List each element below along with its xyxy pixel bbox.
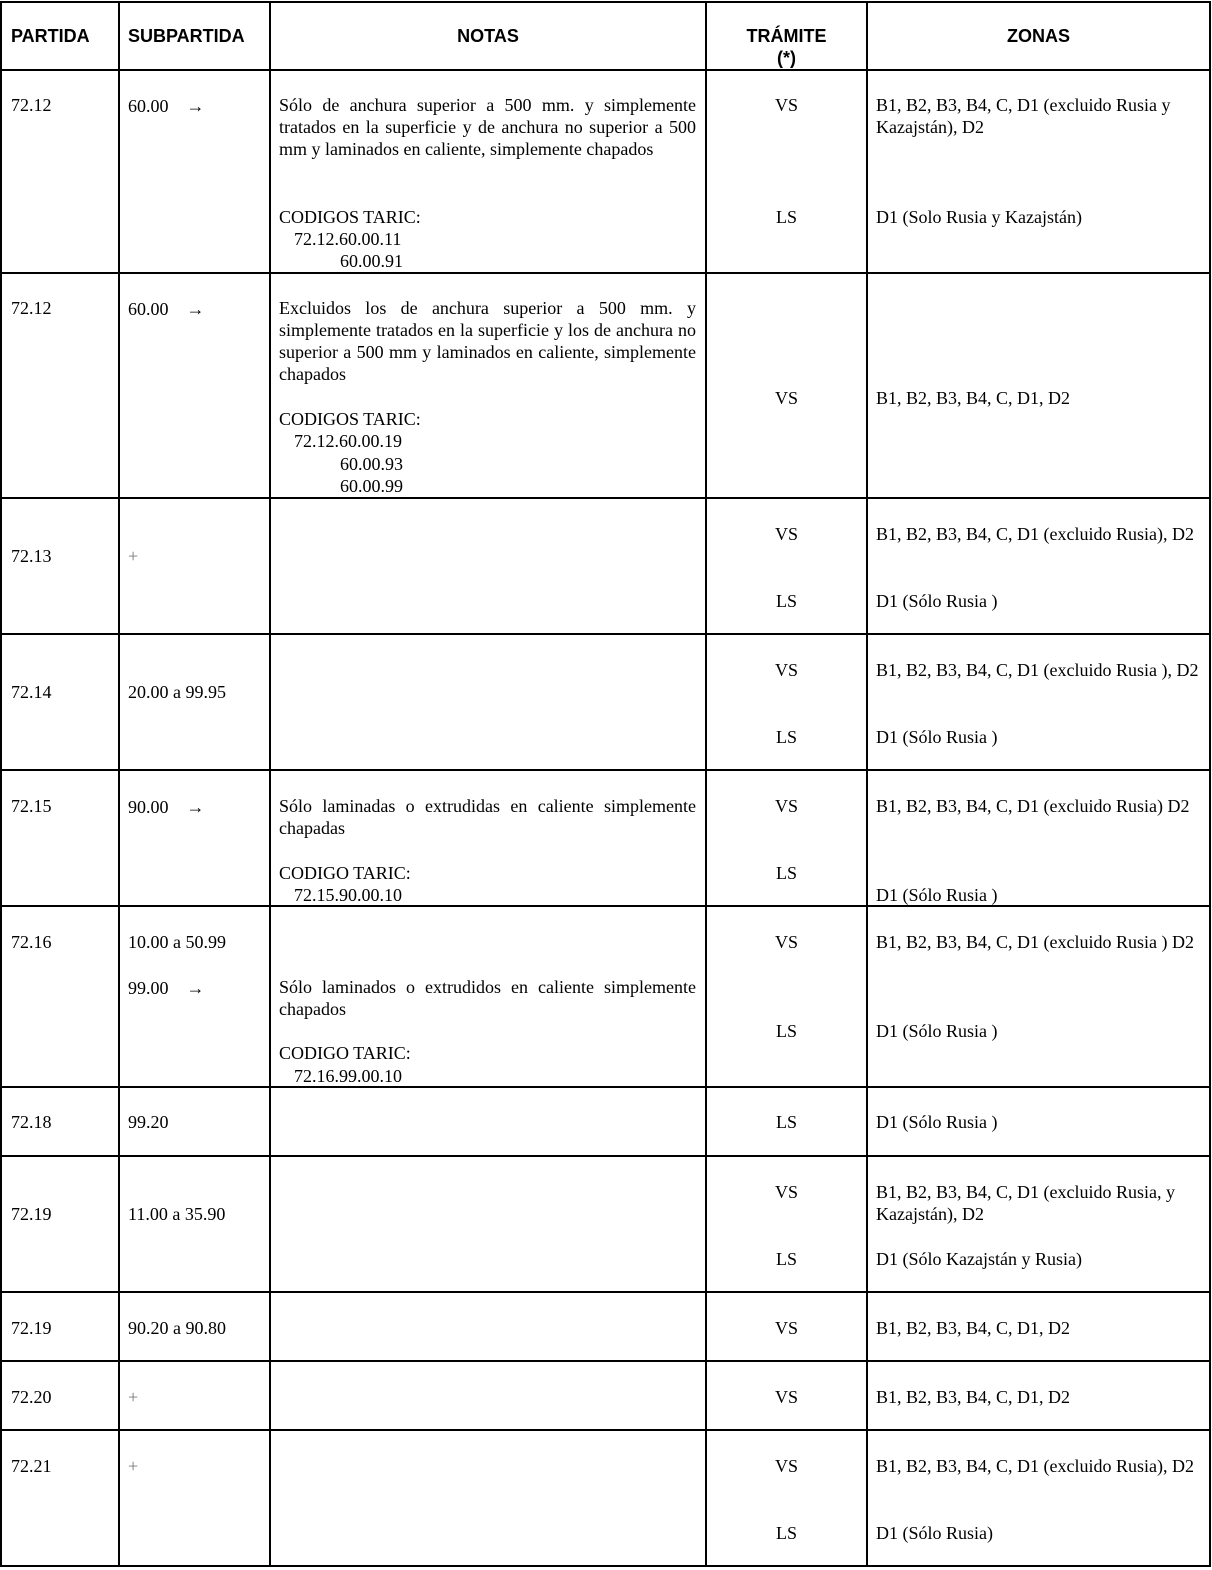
zona-cell: D1 (Sólo Rusia ) bbox=[876, 591, 998, 611]
zona-cell: D1 (Solo Rusia y Kazajstán) bbox=[876, 207, 1082, 227]
zona-cell: B1, B2, B3, B4, C, D1, D2 bbox=[876, 1318, 1071, 1338]
header-notas: NOTAS bbox=[457, 26, 519, 46]
subpartida-cell: 90.00 → bbox=[128, 797, 205, 817]
taric-label: CODIGO TARIC: bbox=[279, 863, 411, 883]
nota-text: Sólo laminados o extrudidos en caliente simplemente chapados bbox=[279, 977, 696, 1019]
arrow-right-icon: → bbox=[186, 797, 205, 817]
tramite-cell: VS bbox=[774, 1456, 798, 1476]
header-zonas: ZONAS bbox=[1007, 26, 1070, 46]
taric-label: CODIGOS TARIC: bbox=[279, 207, 421, 227]
taric-code: 72.12.60.00.19 bbox=[294, 431, 402, 451]
arrow-right-icon: → bbox=[186, 96, 205, 116]
partida-cell: 72.13 bbox=[11, 546, 52, 566]
subpartida-cell: 99.20 bbox=[128, 1112, 169, 1132]
taric-code: 60.00.99 bbox=[340, 476, 403, 496]
zona-cell: D1 (Sólo Rusia) bbox=[876, 1523, 993, 1543]
subpartida-cell: 20.00 a 99.95 bbox=[128, 682, 226, 702]
tramite-cell: LS bbox=[775, 863, 797, 883]
partida-cell: 72.20 bbox=[11, 1387, 52, 1407]
zona-cell: D1 (Sólo Rusia ) bbox=[876, 1112, 998, 1132]
taric-code: 60.00.93 bbox=[340, 454, 403, 474]
partida-cell: 72.12 bbox=[11, 298, 52, 318]
tramite-cell: VS bbox=[774, 1387, 798, 1407]
tramite-cell: VS bbox=[774, 932, 798, 952]
tramite-cell: LS bbox=[775, 591, 797, 611]
tramite-cell: LS bbox=[775, 1021, 797, 1041]
nota-text: Excluidos los de anchura superior a 500 mm. y simplemente tratados en la superficie y los de anchura no superior a 500 mm y laminados en caliente, simplemente chapados bbox=[279, 298, 696, 384]
partida-cell: 72.21 bbox=[11, 1456, 52, 1476]
zona-cell: B1, B2, B3, B4, C, D1 (excluido Rusia), D2 bbox=[876, 1456, 1194, 1476]
zona-cell: B1, B2, B3, B4, C, D1 (excluido Rusia, y Kazajstán), D2 bbox=[876, 1182, 1176, 1224]
header-tramite-note: (*) bbox=[777, 48, 796, 68]
subpartida-cell: + bbox=[128, 1456, 139, 1476]
partida-cell: 72.14 bbox=[11, 682, 52, 702]
zona-cell: D1 (Sólo Rusia ) bbox=[876, 885, 998, 905]
subpartida-cell: 11.00 a 35.90 bbox=[128, 1204, 226, 1224]
tramite-cell: LS bbox=[775, 1112, 797, 1132]
tramite-cell: LS bbox=[775, 1249, 797, 1269]
taric-code: 72.12.60.00.11 bbox=[294, 229, 402, 249]
zona-cell: B1, B2, B3, B4, C, D1 (excluido Rusia), D2 bbox=[876, 524, 1194, 544]
subpartida-cell: 10.00 a 50.99 bbox=[128, 932, 226, 952]
subpartida-cell: + bbox=[128, 546, 139, 566]
taric-code: 72.16.99.00.10 bbox=[294, 1066, 402, 1086]
zona-cell: D1 (Sólo Rusia ) bbox=[876, 727, 998, 747]
tramite-cell: LS bbox=[775, 1523, 797, 1543]
zona-cell: B1, B2, B3, B4, C, D1, D2 bbox=[876, 1387, 1071, 1407]
nota-text: Sólo de anchura superior a 500 mm. y simplemente tratados en la superficie y de anchura no superior a 500 mm y laminados en caliente, simplemente chapados bbox=[279, 95, 696, 159]
tramite-cell: VS bbox=[774, 95, 798, 115]
partida-cell: 72.16 bbox=[11, 932, 52, 952]
partida-cell: 72.18 bbox=[11, 1112, 52, 1132]
tramite-cell: LS bbox=[775, 727, 797, 747]
subpartida-cell: 60.00 → bbox=[128, 96, 205, 116]
zona-cell: B1, B2, B3, B4, C, D1 (excluido Rusia y Kazajstán), D2 bbox=[876, 95, 1171, 137]
zona-cell: B1, B2, B3, B4, C, D1 (excluido Rusia ) D2 bbox=[876, 932, 1194, 952]
partida-cell: 72.15 bbox=[11, 796, 52, 816]
taric-code: 72.15.90.00.10 bbox=[294, 885, 402, 905]
arrow-right-icon: → bbox=[186, 299, 205, 319]
nota-text: Sólo laminadas o extrudidas en caliente simplemente chapadas bbox=[279, 796, 696, 838]
zona-cell: B1, B2, B3, B4, C, D1 (excluido Rusia ), D2 bbox=[876, 660, 1199, 680]
tramite-cell: VS bbox=[774, 388, 798, 408]
zona-cell: D1 (Sólo Rusia ) bbox=[876, 1021, 998, 1041]
zona-cell: B1, B2, B3, B4, C, D1 (excluido Rusia) D2 bbox=[876, 796, 1190, 816]
tramite-cell: VS bbox=[774, 1182, 798, 1202]
partida-cell: 72.19 bbox=[11, 1318, 52, 1338]
taric-label: CODIGOS TARIC: bbox=[279, 409, 421, 429]
tramite-cell: VS bbox=[774, 524, 798, 544]
partida-cell: 72.19 bbox=[11, 1204, 52, 1224]
tramite-cell: LS bbox=[775, 207, 797, 227]
partida-cell: 72.12 bbox=[11, 95, 52, 115]
tramite-cell: VS bbox=[774, 1318, 798, 1338]
tramite-cell: VS bbox=[774, 796, 798, 816]
arrow-right-icon: → bbox=[186, 978, 205, 998]
tramite-cell: VS bbox=[774, 660, 798, 680]
taric-code: 60.00.91 bbox=[340, 251, 403, 271]
zona-cell: D1 (Sólo Kazajstán y Rusia) bbox=[876, 1249, 1082, 1269]
subpartida-cell: 99.00 → bbox=[128, 978, 205, 998]
zona-cell: B1, B2, B3, B4, C, D1, D2 bbox=[876, 388, 1071, 408]
taric-label: CODIGO TARIC: bbox=[279, 1043, 411, 1063]
header-subpartida: SUBPARTIDA bbox=[128, 26, 245, 46]
header-partida: PARTIDA bbox=[11, 26, 90, 46]
subpartida-cell: 60.00 → bbox=[128, 299, 205, 319]
subpartida-cell: + bbox=[128, 1387, 139, 1407]
subpartida-cell: 90.20 a 90.80 bbox=[128, 1318, 226, 1338]
header-tramite: TRÁMITE bbox=[746, 26, 827, 46]
